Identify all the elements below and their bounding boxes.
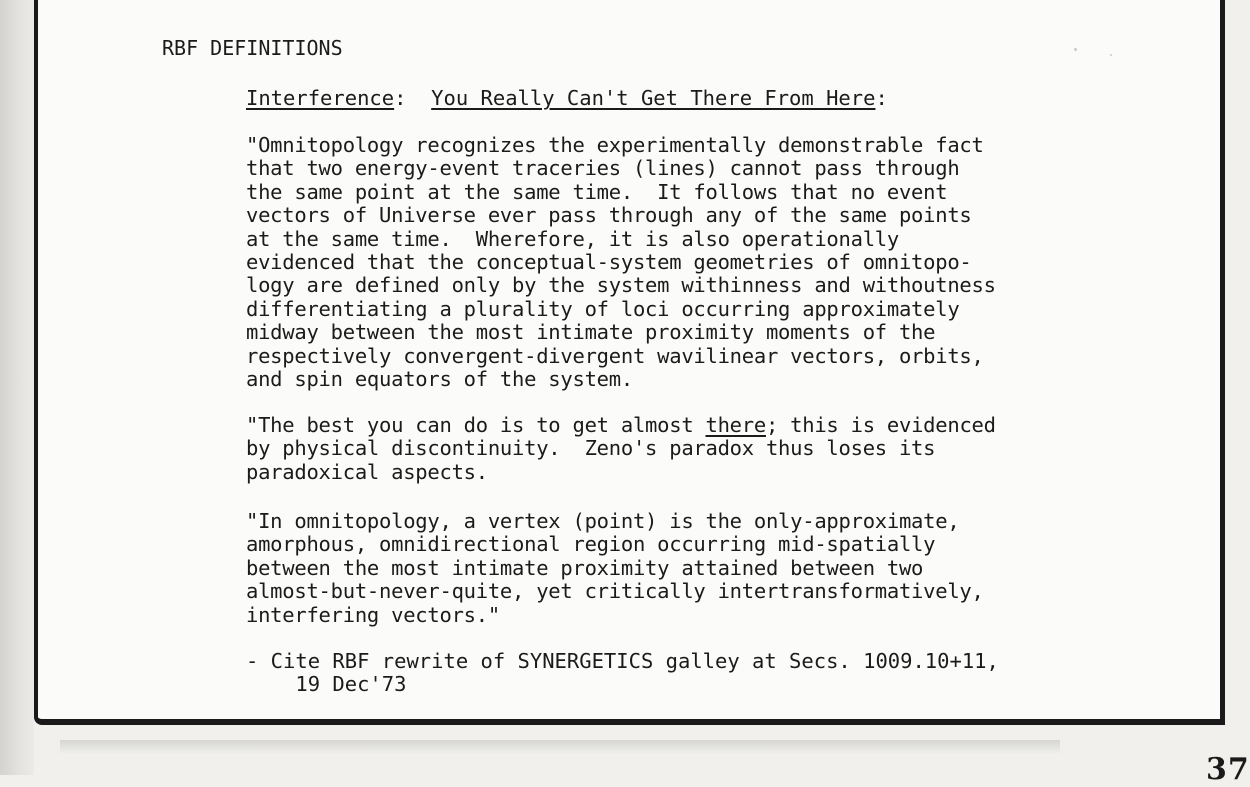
scan-speck xyxy=(1074,48,1077,51)
quote-line-start: "The best you can do is to get almost xyxy=(246,413,706,437)
document-heading: RBF DEFINITIONS xyxy=(162,36,343,60)
quote-line: "In omnitopology, a vertex (point) is the only-approximate, xyxy=(246,509,960,533)
quote-line: the same point at the same time. It follows that no event xyxy=(246,179,948,204)
quote-line: respectively convergent-divergent wavilinear vectors, orbits, xyxy=(246,343,984,368)
quote-line-end: ; this is evidenced xyxy=(765,413,996,437)
quote-line: paradoxical aspects. xyxy=(246,459,488,484)
quote-line: midway between the most intimate proximity moments of the xyxy=(246,320,936,345)
quote-line: and spin equators of the system. xyxy=(246,367,633,392)
scan-speck xyxy=(1110,54,1112,56)
binding-gutter xyxy=(0,0,34,775)
quote-line: by physical discontinuity. Zeno's paradox thus loses its xyxy=(246,436,936,461)
quote-paragraph-1 xyxy=(246,134,996,391)
quote-line: between the most intimate proximity attained between two xyxy=(246,555,924,580)
quote-line: differentiating a plurality of loci occurring approximately xyxy=(246,296,960,321)
topic-separator: : xyxy=(394,86,407,110)
quote-line: logy are defined only by the system withinness and withoutness xyxy=(246,273,996,298)
emphasis-there: there xyxy=(705,413,766,437)
subtitle-end: : xyxy=(875,86,888,110)
citation xyxy=(246,650,999,697)
quote-paragraph-2 xyxy=(246,414,996,484)
page-number: 37 xyxy=(1206,752,1250,787)
quote-line: "Omnitopology recognizes the experimentally demonstrable fact xyxy=(246,133,984,157)
subtitle-text: You Really Can't Get There From Here xyxy=(431,86,876,110)
quote-paragraph-3 xyxy=(246,510,984,627)
definition-title xyxy=(246,86,888,110)
page-shadow xyxy=(60,740,1060,754)
quote-line: almost-but-never-quite, yet critically intertransformatively, xyxy=(246,579,984,604)
quote-line: amorphous, omnidirectional region occurring mid-spatially xyxy=(246,532,936,557)
quote-line: at the same time. Wherefore, it is also operationally xyxy=(246,226,899,251)
citation-line: 19 Dec'73 xyxy=(246,672,407,697)
citation-line: - Cite RBF rewrite of SYNERGETICS galley at Secs. 1009.10+11, xyxy=(246,649,999,673)
topic-label: Interference xyxy=(246,86,395,110)
quote-line: evidenced that the conceptual-system geometries of omnitopo- xyxy=(246,250,972,275)
quote-line: interfering vectors." xyxy=(246,602,500,627)
quote-line: vectors of Universe ever pass through any of the same points xyxy=(246,203,972,228)
quote-line: that two energy-event traceries (lines) cannot pass through xyxy=(246,156,960,181)
